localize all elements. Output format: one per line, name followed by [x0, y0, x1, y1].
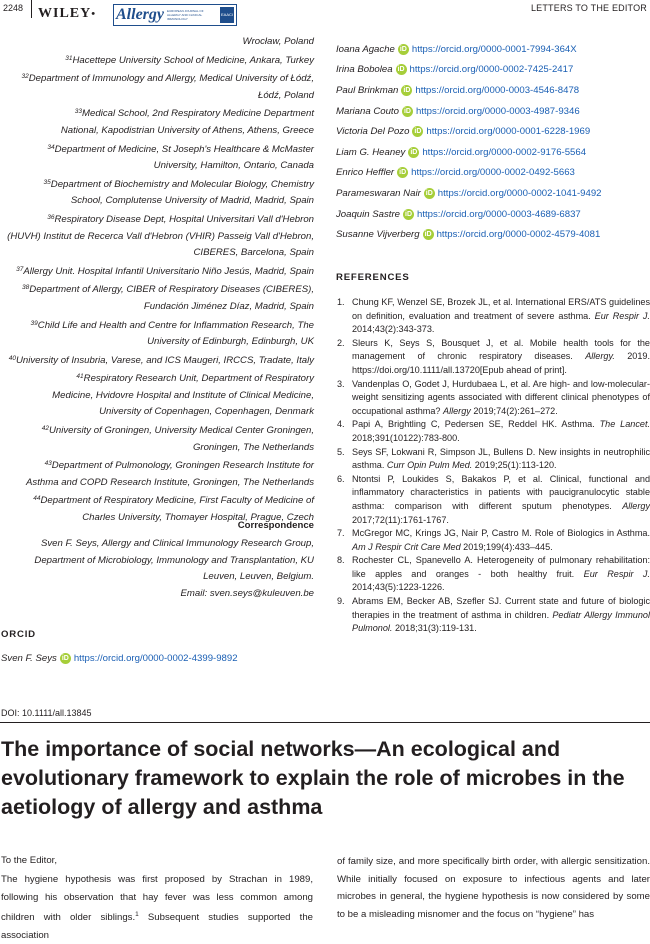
page-number: 2248 [3, 3, 24, 13]
citation-superscript[interactable]: 1 [135, 911, 139, 919]
orcid-icon: iD [403, 107, 411, 115]
correspondence-heading: Correspondence [237, 520, 314, 531]
allergy-journal-logo [113, 4, 237, 26]
affiliation-text: National, Kapodistrian University of Athens, Athens, Greece [60, 124, 314, 136]
body-text-right: of family size, and more specifically birth order, with allergic sensitization. While initially focused on exposure to infectious agents and later microbes in general, the hygiene hypothesis is now considered by some to be a misleading misnomer and the focus on “hygiene” has [337, 856, 650, 920]
affiliation-line [0, 158, 314, 175]
orcid-link[interactable]: https://orcid.org/0000-0002-7425-2417 [409, 64, 574, 76]
reference-details: 2019;74(2):261–272. [470, 405, 558, 416]
reference-item [336, 554, 650, 595]
reference-details: 2019;199(4):433–445. [460, 541, 553, 552]
orcid-link[interactable]: https://orcid.org/0000-0002-0492-5663 [411, 167, 575, 179]
orcid-heading: ORCID [1, 629, 36, 640]
affiliation-text: University of Insubria, Varese, and ICS Maugeri, IRCCS, Tradate, Italy [15, 354, 314, 366]
affiliation-text: Asthma and COPD Research Institute, Groningen, The Netherlands [26, 476, 314, 488]
orcid-entry-seys [1, 653, 238, 664]
affiliation-line [0, 280, 314, 299]
affiliation-text: Łódź, Poland [257, 89, 314, 101]
affiliation-line [0, 193, 314, 210]
section-divider [0, 722, 650, 723]
reference-text: Seys SF, Lokwani R, Simpson JL, Bullens D. New insights in neutrophilic asthma. [352, 446, 650, 471]
reference-text: Papi A, Brightling C, Pedersen SE, Reddel HK. Asthma. [352, 419, 600, 430]
affiliation-line [0, 245, 314, 262]
affiliation-line [0, 88, 314, 105]
correspondence-line: Leuven, Leuven, Belgium. [203, 571, 314, 583]
reference-number: 5. [337, 446, 345, 457]
affiliation-text: Department of Biochemistry and Molecular Biology, Chemistry [50, 178, 314, 190]
orcid-author-name: Enrico Heffler [336, 167, 395, 179]
reference-details: 2019;25(1):113-120. [472, 460, 557, 471]
orcid-entry [336, 204, 650, 225]
reference-number: 7. [337, 528, 345, 539]
orcid-author-name: Victoria Del Pozo [336, 126, 410, 138]
reference-journal: Eur Respir J. [583, 568, 650, 579]
affiliation-text: University, Hamilton, Ontario, Canada [153, 160, 314, 172]
reference-item [336, 378, 650, 419]
affiliations-list [0, 34, 314, 527]
orcid-icon: iD [61, 655, 69, 662]
reference-journal: Am J Respir Crit Care Med [352, 541, 461, 552]
reference-number: 8. [337, 555, 345, 566]
affiliation-text: Respiratory Research Unit, Department of Respiratory [83, 373, 314, 385]
orcid-icon: iD [410, 148, 418, 156]
reference-journal: The Lancet. [599, 419, 650, 430]
orcid-link[interactable]: https://orcid.org/0000-0003-4689-6837 [417, 208, 581, 220]
affiliation-number: 44 [33, 495, 41, 503]
affiliation-line [0, 299, 314, 316]
affiliation-text: Medical School, 2nd Respiratory Medicine Department [82, 108, 314, 120]
affiliation-text: Child Life and Health and Centre for Inflammation Research, The [37, 319, 314, 331]
affiliation-number: 37 [16, 265, 24, 273]
orcid-link[interactable]: https://orcid.org/0000-0003-4546-8478 [415, 84, 580, 96]
affiliation-text: Hacettepe University School of Medicine, Ankara, Turkey [72, 54, 314, 66]
reference-details: 2014;43(2):343-373. [352, 324, 435, 335]
orcid-list [336, 39, 650, 245]
header-divider [31, 0, 32, 18]
reference-text: Ntontsi P, Loukides S, Bakakos P, et al. Clinical, functional and inflammatory characteristics in patients with paucigranulocytic stable asthma: comparison with different sputum phenotypes. [352, 473, 650, 511]
affiliation-text: Department of Allergy, CIBER of Respiratory Diseases (CIBERES), [29, 284, 314, 296]
reference-number: 2. [337, 337, 345, 348]
orcid-icon: iD [425, 189, 433, 197]
orcid-entry [336, 121, 650, 142]
affiliation-number: 32 [21, 73, 29, 81]
orcid-entry [336, 224, 650, 245]
orcid-entry [336, 39, 650, 60]
reference-details: 2019. https://doi.org/10.1111/all.13720[Epub ahead of print]. [352, 351, 650, 375]
orcid-entry [336, 101, 650, 122]
affiliation-line [0, 475, 314, 492]
wiley-logo: WILEY• [38, 6, 97, 21]
orcid-author-name: Liam G. Heaney [336, 146, 406, 158]
affiliation-text: University of Copenhagen, Copenhagen, Denmark [99, 406, 314, 418]
reference-item [336, 296, 650, 337]
orcid-link[interactable]: https://orcid.org/0000-0002-1041-9492 [437, 187, 602, 199]
affiliation-line [0, 51, 314, 70]
affiliation-number: 43 [44, 460, 52, 468]
body-text-left: The hygiene hypothesis was first proposed by Strachan in 1989, following his observation that hay fever was less common among children with older siblings.$^1$ Subsequent studies supported the association [1, 874, 313, 941]
reference-journal: Allergy [622, 500, 650, 511]
affiliation-line [0, 262, 314, 281]
affiliation-number: 34 [47, 143, 55, 151]
reference-number: 6. [337, 473, 345, 484]
affiliation-line [0, 229, 314, 246]
reference-journal: Allergy. [585, 351, 615, 362]
orcid-author-name: Susanne Vijverberg [336, 229, 420, 241]
affiliation-text: CIBERES, Barcelona, Spain [193, 247, 314, 259]
affiliation-text: Department of Pulmonology, Groningen Research Institute for [51, 460, 314, 472]
affiliation-line [0, 351, 314, 370]
orcid-author-name: Paul Brinkman [336, 84, 399, 96]
affiliation-number: 31 [65, 54, 73, 62]
affiliation-number: 36 [47, 213, 55, 221]
affiliation-line [0, 69, 314, 88]
orcid-link[interactable]: https://orcid.org/0000-0002-4399-9892 [73, 653, 238, 664]
affiliation-text: Medicine, Hvidovre Hospital and Institute of Clinical Medicine, [52, 389, 314, 401]
reference-text: Rochester CL, Spanevello A. Heterogeneity of pulmonary rehabilitation: like apples and oranges - both healthy fruit. [352, 555, 650, 579]
orcid-icon: iD [405, 210, 412, 218]
affiliation-text: University of Edinburgh, Edinburgh, UK [147, 336, 314, 348]
reference-journal: Curr Opin Pulm Med. [386, 460, 473, 471]
reference-item [336, 595, 650, 636]
orcid-author-name: Ioana Agache [336, 43, 395, 55]
affiliation-number: 38 [22, 284, 30, 292]
reference-journal: Eur Respir J. [594, 310, 650, 321]
orcid-link[interactable]: https://orcid.org/0000-0003-4987-9346 [415, 105, 580, 117]
reference-journal: Allergy [443, 405, 471, 416]
orcid-entry [336, 60, 650, 81]
reference-number: 4. [337, 419, 345, 430]
affiliation-text: Department of Immunology and Allergy, Medical University of Łódź, [28, 73, 314, 85]
reference-number: 1. [337, 297, 345, 307]
orcid-author-name: Joaquin Sastre [336, 208, 400, 220]
correspondence-email: Email: sven.seys@kuleuven.be [180, 587, 314, 599]
orcid-author-name: Sven F. Seys [1, 653, 57, 664]
orcid-entry [336, 183, 650, 204]
affiliation-line [0, 123, 314, 140]
orcid-author-name: Parameswaran Nair [336, 187, 421, 199]
affiliation-text: Wrocław, Poland [242, 36, 314, 47]
orcid-author-name: Mariana Couto [336, 105, 399, 117]
orcid-icon: iD [414, 128, 422, 136]
affiliation-number: 33 [74, 108, 83, 116]
reference-number: 9. [337, 596, 345, 607]
reference-number: 3. [337, 378, 345, 389]
reference-details: 2018;31(3):119-131. [392, 623, 477, 634]
reference-text: Abrams EM, Becker AB, Szefler SJ. Current state and future of biologic therapies in the treatment of asthma in children. [352, 596, 650, 620]
correspondence-line: Department of Microbiology, Immunology and Transplantation, KU [34, 554, 314, 566]
correspondence-block [0, 536, 314, 602]
affiliation-number: 41 [76, 373, 84, 381]
reference-item [336, 473, 650, 527]
affiliation-text: University of Groningen, University Medical Center Groningen, [48, 425, 314, 437]
orcid-icon: iD [399, 45, 407, 53]
orcid-icon: iD [424, 231, 432, 239]
affiliation-line [0, 175, 314, 194]
affiliation-text: Department of Medicine, St Joseph's Healthcare & McMaster [54, 143, 314, 155]
orcid-icon: iD [403, 86, 411, 94]
reference-text: Sleurs K, Seys S, Bousquet J, et al. Mobile health tools for the management of chronic respiratory diseases. [352, 337, 650, 362]
affiliation-text: Allergy Unit. Hospital Infantil Universitario Niño Jesús, Madrid, Spain [23, 265, 314, 277]
affiliation-text: Charles University, Thomayer Hospital, Prague, Czech [82, 512, 314, 524]
affiliation-number: 40 [8, 354, 16, 362]
affiliation-number: 35 [43, 178, 51, 186]
orcid-entry [336, 142, 650, 163]
orcid-author-name: Irina Bobolea [336, 64, 393, 76]
affiliation-line [0, 491, 314, 510]
page-header [0, 0, 650, 26]
affiliation-line [0, 440, 314, 457]
affiliation-text: Department of Respiratory Medicine, First Faculty of Medicine of [40, 495, 314, 507]
affiliation-line [0, 388, 314, 405]
orcid-link[interactable]: https://orcid.org/0000-0001-6228-1969 [426, 126, 591, 138]
affiliation-text: Groningen, The Netherlands [192, 441, 314, 453]
reference-details: 2018;391(10122):783-800. [352, 432, 460, 443]
affiliation-line [0, 421, 314, 440]
eaaci-logo: EAACI [220, 7, 234, 23]
article-doi[interactable]: DOI: 10.1111/all.13845 [1, 708, 92, 718]
orcid-icon: iD [399, 169, 407, 177]
orcid-entry [336, 80, 650, 101]
reference-text: Vandenplas O, Godet J, Hurdubaea L, et al. Are high- and low-molecular-weight sensitizing agents associated with different clinical phenotypes of occupational asthma? [352, 378, 650, 416]
affiliation-line [0, 210, 314, 229]
reference-details: 2017;72(11):1761-1767. [352, 514, 449, 525]
affiliation-text: School, Complutense University of Madrid, Madrid, Spain [70, 195, 314, 207]
orcid-link[interactable]: https://orcid.org/0000-0002-9176-5564 [422, 146, 587, 158]
affiliation-line [0, 34, 314, 51]
reference-item [336, 446, 650, 473]
affiliation-line [0, 456, 314, 475]
reference-details: 2014;43(5):1223-1226. [352, 582, 445, 593]
reference-item [336, 337, 650, 378]
running-head: LETTERS TO THE EDITOR [530, 3, 647, 13]
salutation: To the Editor, [1, 855, 57, 866]
affiliation-number: 42 [41, 425, 49, 433]
reference-item [336, 527, 650, 554]
reference-journal: Pediatr Allergy Immunol Pulmonol. [352, 609, 650, 634]
article-title: The importance of social networks—An ecological and evolutionary framework to explain the role of microbes in the aetiology of allergy and asthma [1, 737, 625, 819]
reference-item [336, 418, 650, 445]
allergy-logo-subtitle: EUROPEAN JOURNAL OF ALLERGY AND CLINICAL IMMUNOLOGY [167, 9, 204, 21]
allergy-logo-word: Allergy [116, 6, 164, 23]
affiliation-line [0, 316, 314, 335]
affiliation-line [0, 104, 314, 123]
correspondence-line: Sven F. Seys, Allergy and Clinical Immunology Research Group, [40, 538, 314, 549]
references-heading: REFERENCES [336, 272, 410, 283]
reference-text: McGregor MC, Krings JG, Nair P, Castro M. Role of Biologics in Asthma. [352, 528, 650, 539]
affiliation-line [0, 404, 314, 421]
orcid-icon: iD [397, 66, 405, 74]
affiliation-line [0, 369, 314, 388]
affiliation-text: Fundación Jiménez Díaz, Madrid, Spain [143, 300, 314, 312]
orcid-entry [336, 163, 650, 184]
orcid-link[interactable]: https://orcid.org/0000-0001-7994-364X [411, 43, 577, 55]
affiliation-line [0, 334, 314, 351]
orcid-link[interactable]: https://orcid.org/0000-0002-4579-4081 [436, 229, 601, 241]
affiliation-line [0, 140, 314, 159]
reference-text: Chung KF, Wenzel SE, Brozek JL, et al. International ERS/ATS guidelines on definition, evaluation and treatment of severe asthma. [352, 297, 650, 321]
affiliation-text: (HUVH) Institut de Recerca Vall d'Hebron (VHIR) Passeig Vall d'Hebron, [7, 230, 314, 242]
affiliation-number: 39 [30, 319, 38, 327]
references-list [336, 296, 650, 636]
affiliation-text: Respiratory Disease Dept, Hospital Universitari Vall d'Hebron [54, 213, 314, 225]
